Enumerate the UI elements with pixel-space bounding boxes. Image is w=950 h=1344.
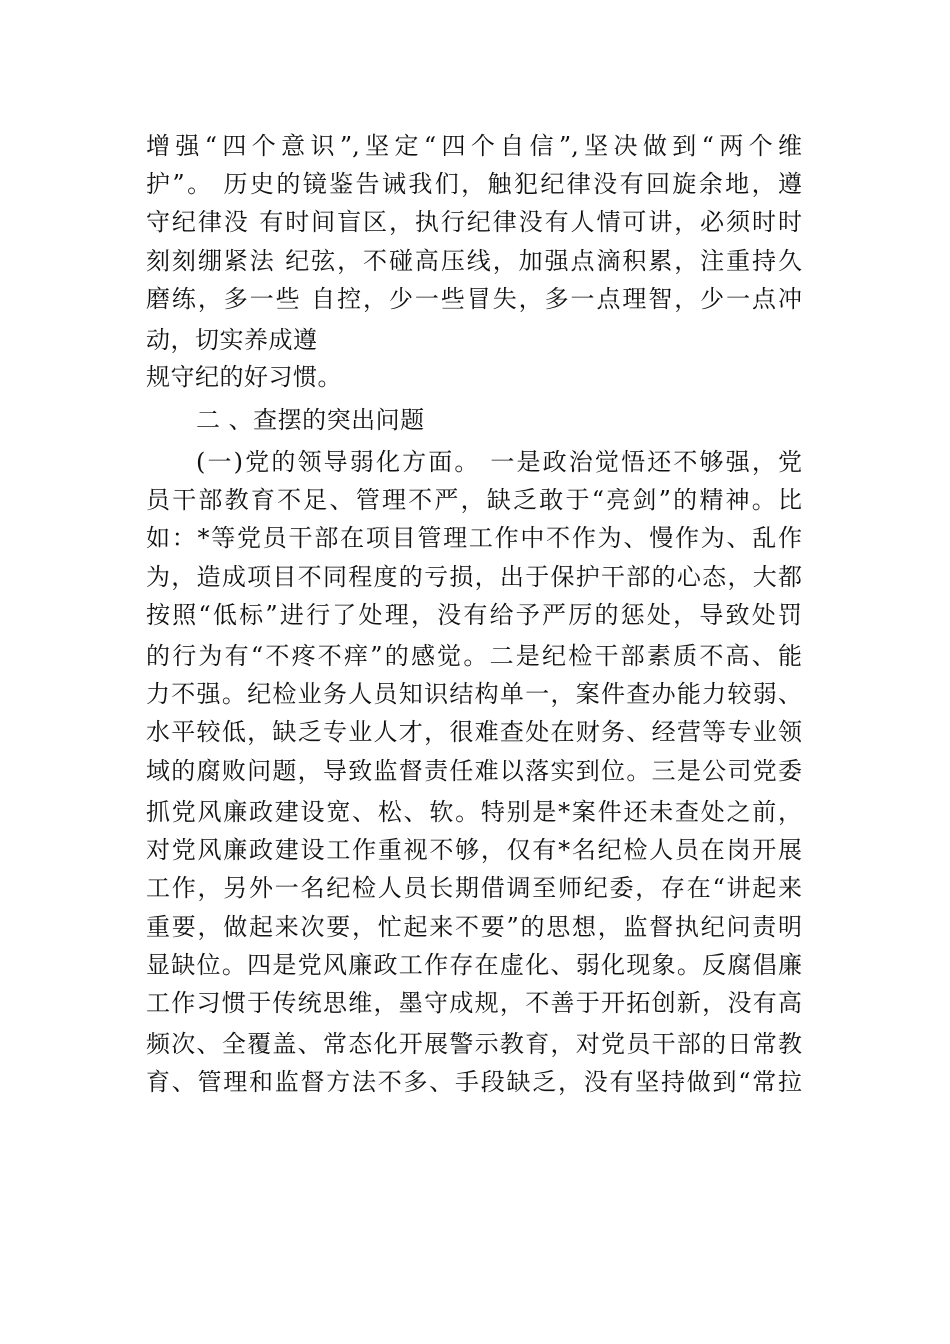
text-line: 力不强。纪检业务人员知识结构单一，案件查办能力较弱、 <box>146 680 802 708</box>
text-line: 如：*等党员干部在项目管理工作中不作为、慢作为、乱作 <box>146 524 802 552</box>
text-line: 增强“四个意识”,坚定“四个自信”,坚决做到“两个维 <box>146 132 802 160</box>
text-line: 频次、全覆盖、常态化开展警示教育，对党员干部的日常教 <box>146 1030 802 1058</box>
subsection-heading-line: (一)党的领导弱化方面。 一是政治觉悟还不够强，党 <box>196 448 802 476</box>
text-line: 的行为有“不疼不痒”的感觉。二是纪检干部素质不高、能 <box>146 642 802 670</box>
text-line: 刻刻绷紧法 纪弦，不碰高压线，加强点滴积累，注重持久 <box>146 247 802 275</box>
text-line: 规守纪的好习惯。 <box>146 363 342 391</box>
text-line: 为，造成项目不同程度的亏损，出于保护干部的心态，大都 <box>146 563 802 591</box>
text-line: 重要，做起来次要，忙起来不要”的思想，监督执纪问责明 <box>146 913 802 941</box>
text-line: 对党风廉政建设工作重视不够，仅有*名纪检人员在岗开展 <box>146 836 802 864</box>
text-line: 员干部教育不足、管理不严，缺乏敢于“亮剑”的精神。比 <box>146 486 802 514</box>
text-line: 育、管理和监督方法不多、手段缺乏，没有坚持做到“常拉 <box>146 1068 802 1096</box>
section-heading: 二 、查摆的突出问题 <box>196 406 425 434</box>
text-line: 水平较低，缺乏专业人才，很难查处在财务、经营等专业领 <box>146 718 802 746</box>
text-line: 磨练，多一些 自控，少一些冒失，多一点理智，少一点冲 <box>146 285 802 313</box>
text-line: 显缺位。四是党风廉政工作存在虚化、弱化现象。反腐倡廉 <box>146 951 802 979</box>
text-line: 工作，另外一名纪检人员长期借调至师纪委，存在“讲起来 <box>146 874 802 902</box>
text-line: 按照“低标”进行了处理，没有给予严厉的惩处，导致处罚 <box>146 601 802 629</box>
text-line: 守纪律没 有时间盲区，执行纪律没有人情可讲，必须时时 <box>146 208 802 236</box>
text-line: 域的腐败问题，导致监督责任难以落实到位。三是公司党委 <box>146 757 802 785</box>
text-line: 工作习惯于传统思维，墨守成规，不善于开拓创新，没有高 <box>146 989 802 1017</box>
text-line: 抓党风廉政建设宽、松、软。特别是*案件还未查处之前， <box>146 798 802 826</box>
text-line: 动，切实养成遵 <box>146 326 318 354</box>
text-line: 护”。 历史的镜鉴告诫我们，触犯纪律没有回旋余地，遵 <box>146 170 802 198</box>
